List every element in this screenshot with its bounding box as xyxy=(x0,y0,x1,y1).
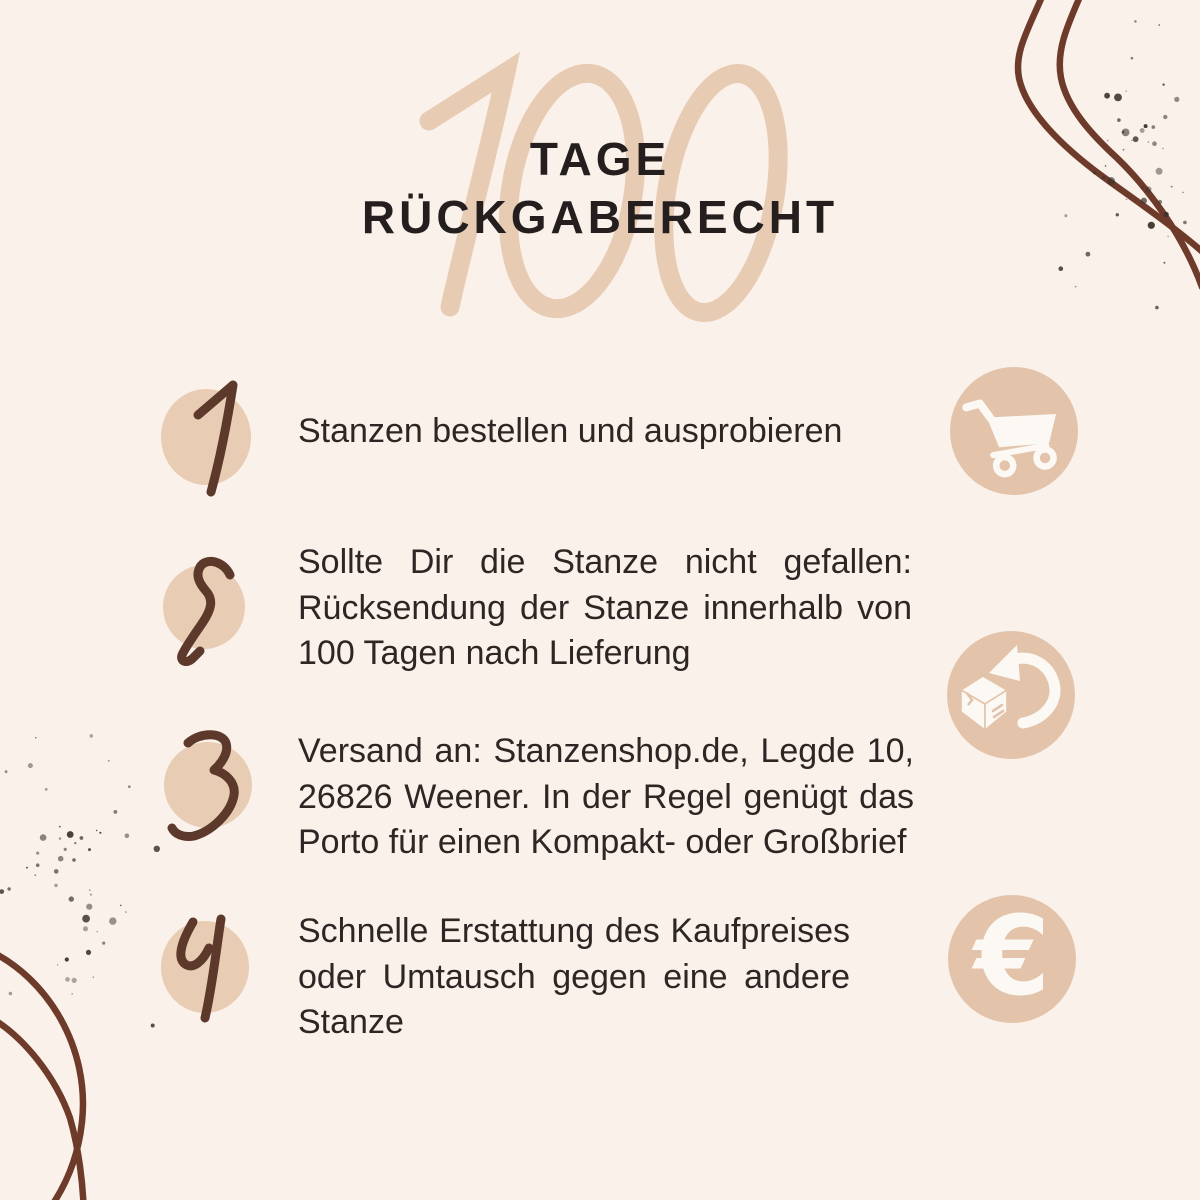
step-3-text xyxy=(298,729,914,866)
step-4-text xyxy=(298,909,850,1046)
step-2-number-badge xyxy=(139,537,269,697)
title-line-tage: TAGE xyxy=(529,133,671,185)
corner-curves-bottom-left xyxy=(0,950,84,1200)
step-1-line: Stanzen bestellen und ausprobieren xyxy=(298,412,843,450)
euro-symbol: € xyxy=(973,892,1051,1020)
speckles-bottom-left xyxy=(0,734,160,1027)
title-line-rueckgaberecht: RÜCKGABERECHT xyxy=(361,191,839,243)
step-3-line: Versand an: Stanzenshop.de, Legde 10, xyxy=(298,732,914,770)
step-2-line: Sollte Dir die Stanze nicht gefallen: xyxy=(298,543,912,581)
step-4-line: Schnelle Erstattung des Kaufpreises xyxy=(298,912,850,950)
step-3-number-badge xyxy=(143,715,273,875)
step-4-line: Stanze xyxy=(298,1003,404,1041)
shopping-cart-icon xyxy=(950,367,1078,495)
step-2-line: Rücksendung der Stanze innerhalb von xyxy=(298,588,912,627)
step-1-text xyxy=(298,409,910,455)
step-3-blob xyxy=(164,742,252,828)
step-2-text xyxy=(298,540,912,677)
step-1-number-badge xyxy=(141,367,271,527)
return-package-icon xyxy=(947,631,1075,759)
shopping-cart-glyph xyxy=(950,367,1078,495)
return-package-glyph xyxy=(947,631,1075,759)
euro-sign-icon xyxy=(948,892,1076,1023)
step-2-line: 100 Tagen nach Lieferung xyxy=(298,634,691,672)
step-3-line: Porto für einen Kompakt- oder Großbrief xyxy=(298,823,907,861)
page-title xyxy=(0,130,1200,246)
step-4-line: oder Umtausch gegen eine andere xyxy=(298,957,850,996)
step-3-line: 26826 Weener. In der Regel genügt das xyxy=(298,777,914,816)
step-4-number-badge xyxy=(140,897,270,1057)
